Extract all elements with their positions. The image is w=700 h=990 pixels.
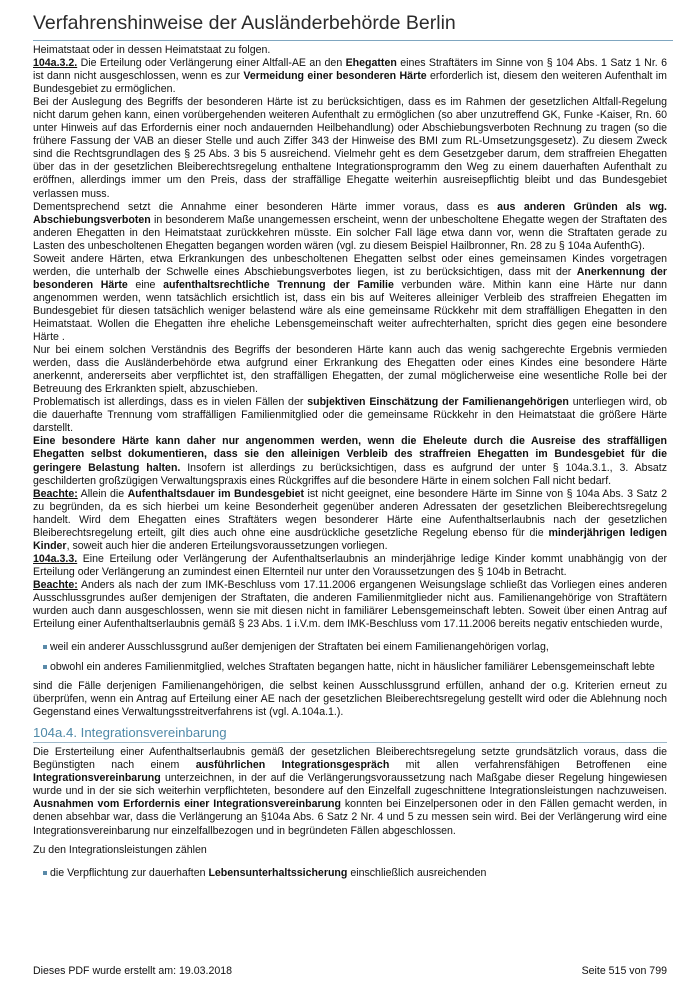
paragraph: Eine besondere Härte kann daher nur angenommen werden, wenn die Eheleute durch die Ausreise des straffälligen Ehegatten selbst dokumentieren, dass sie den alleinigen Verbleib des straffreien Ehegatten im Bundesgebiet für die geringere Belastung halten. Insofern ist allerdings zu berücksichtigen, dass es aufgrund der unter § 104a.3.1., 3. Absatz geschilderten großzügigen Verwaltungspraxis eines Rückgriffes auf die besondere Härte in einem solchen Fall nicht bedarf. (33, 435, 667, 487)
bullet-square-icon (43, 871, 47, 875)
creation-date: Dieses PDF wurde erstellt am: 19.03.2018 (33, 965, 233, 977)
paragraph: Soweit andere Härten, etwa Erkrankungen des unbescholtenen Ehegatten selbst oder eines gemeinsamen Kindes vorgetragen werden, die unterhalb der Schwelle eines Abschiebungsverbotes liegen, ist zu berücksichtigen, dass mit der Anerkennung der besonderen Härte eine aufenthaltsrechtliche Trennung der Familie verbunden wäre. Mithin kann eine Härte nur dann angenommen werden, wenn tatsächlich ersichtlich ist, dass ein bis auf Weiteres alleiniger Verbleib des straffreien Ehegatten im Bundesgebiet für diesen tatsächlich weniger belastend wäre als eine gemeinsame Rückkehr mit dem straffälligen Ehegatten in den Heimatstaat. Wollen die Ehegatten ihre eheliche Lebensgemeinschaft weiter aufrechterhalten, spricht dies gegen eine besondere Härte . (33, 252, 668, 344)
list-item: die Verpflichtung zur dauerhaften Lebensunterhaltssicherung einschließlich ausreichenden (33, 866, 667, 880)
bullet-list (33, 866, 667, 880)
document-body (33, 44, 667, 886)
paragraph: Bei der Auslegung des Begriffs der besonderen Härte ist zu berücksichtigen, dass es im Rahmen der gesetzlichen Altfall-Regelung nicht darum gehen kann, einen vorübergehenden weiteren Aufenthalt zu ermöglichen (so aber unzutreffend GK, Funke -Kaiser, Rn. 60 unter Hinweis auf das Erfordernis einer noch andauernden Heilbehandlung) oder Abschiebungsverboten Rechnung zu tragen (so die frühere Fassung der VAB an dieser Stelle und auch Ziffer 343 der Hinweise des BMI zum RL-Umsetzungsgesetz). Zu diesem Zweck sind die Rechtsgrundlagen des § 25 Abs. 3 bis 5 ausreichend. Vielmehr geht es dem Gesetzgeber darum, dem straffreien Ehegatten über das in der gesetzlichen Bleiberechtsregelung enthaltene Integrationsprogramm den Weg zu einem dauerhaften Aufenthalt zu eröffnen, allerdings immer um den Preis, dass der straffällige Ehegatte weiterhin ausreisepflichtig bleibt und das Bundesgebiet verlassen muss. (33, 96, 667, 200)
paragraph: Problematisch ist allerdings, dass es in vielen Fällen der subjektiven Einschätzung der Familienangehörigen unterliegen wird, ob die dauerhafte Trennung vom straffälligen Familienmitglied oder die gemeinsame Rückkehr in den Heimatstaat die größere Härte darstellt. (33, 396, 667, 435)
header-divider (33, 40, 673, 41)
note-label: Beachte: (33, 487, 78, 500)
bullet-square-icon (43, 645, 47, 649)
list-item: obwohl ein anderes Familienmitglied, welches Straftaten begangen hatte, nicht in häuslicher familiärer Lebensgemeinschaft lebte (33, 660, 667, 674)
section-number: 104a.3.3. (33, 552, 78, 565)
section-divider (33, 742, 667, 743)
section-104a-3-3: 104a.3.3. Eine Erteilung oder Verlängerung der Aufenthaltserlaubnis an minderjährige ledige Kinder kommt unabhängig von der Erteilung oder Verlängerung an zumindest einen Elternteil nur unter den Voraussetzungen des § 104b in Betracht. (33, 552, 667, 578)
bullet-square-icon (43, 665, 47, 669)
page-title: Verfahrenshinweise der Ausländerbehörde Berlin (33, 12, 456, 34)
paragraph: Die Ersterteilung einer Aufenthaltserlaubnis gemäß der gesetzlichen Bleiberechtsregelung setzte grundsätzlich voraus, dass die Begünstigten nach einem ausführlichen Integrationsgespräch mit allen verfahrensfähigen Betroffenen eine Integrationsvereinbarung unterzeichnen, in der auf die Verlängerungsvoraussetzung nach Maßgabe dieser Regelung hingewiesen wurde und in der sie sich weiterhin verpflichteten, besondere auf den Einzelfall zugeschnittene Integrationsleistungen nachzuweisen. Ausnahmen vom Erfordernis einer Integrationsvereinbarung konnten bei Einzelpersonen oder in den Fällen gemacht werden, in denen absehbar war, dass die Verlängerung an §104a Abs. 6 Satz 2 Nr. 4 und 5 zu messen sein wird. Bei der Verlängerung wird eine Integrationsvereinbarung nur einzelfallbezogen und in begründeten Fällen abgeschlossen. (33, 746, 668, 837)
section-heading: 104a.4. Integrationsvereinbarung (33, 725, 227, 741)
section-number: 104a.3.2. (33, 57, 78, 70)
paragraph: Heimatstaat oder in dessen Heimatstaat zu folgen. (33, 44, 271, 56)
paragraph: Dementsprechend setzt die Annahme einer besonderen Härte immer voraus, dass es aus anderen Gründen als wg. Abschiebungsverboten in besonderem Maße unangemessen erscheint, wenn der unbescholtene Ehegatte wegen der Straftaten des anderen Ehegatten in den Heimatstaat zurückkehren müsste. Ein solcher Fall läge etwa dann vor, wenn die Straftaten gerade zu Lasten des unbescholtenen Ehegatten begangen worden wären (vgl. zu diesem Beispiel Hailbronner, Rn. 28 zu § 104a AufenthG). (33, 200, 667, 252)
note-paragraph: Beachte: Allein die Aufenthaltsdauer im Bundesgebiet ist nicht geeignet, eine besondere Härte im Sinne von § 104a Abs. 3 Satz 2 zu begründen, da es sich hierbei um keine Besonderheit gegenüber anderen Adressaten der gesetzlichen Bleiberechtsregelung handelt. Wird dem Ehegatten eines Straftäters wegen besonderer Härte eine Aufenthaltserlaubnis nach der gesetzlichen Bleiberechtsregelung erteilt, gilt dies auch ohne eine ausdrückliche gesetzliche Regelung ebenso für die minderjährigen ledigen Kinder, soweit auch hier die anderen Erteilungsvoraussetzungen vorliegen. (33, 487, 667, 552)
note-label: Beachte: (33, 578, 78, 591)
list-item: weil ein anderer Ausschlussgrund außer demjenigen der Straftaten bei einem Familienangehörigen vorlag, (33, 640, 667, 654)
paragraph: sind die Fälle derjenigen Familienangehörigen, die selbst keinen Ausschlussgrund erfüllen, anhand der o.g. Kriterien erneut zu überprüfen, wenn ein Antrag auf Erteilung einer AE nach der gesetzlichen Bleiberechtsregelung gestellt wird oder die Ablehnung noch Gegenstand eines Verwaltungsstreitverfahrens ist (vgl. A.104a.1.). (33, 680, 667, 719)
section-104a-3-2: 104a.3.2. Die Erteilung oder Verlängerung einer Altfall-AE an den Ehegatten eines Straftäters im Sinne von § 104 Abs. 1 Satz 1 Nr. 6 ist dann nicht ausgeschlossen, wenn es zur Vermeidung einer besonderen Härte erforderlich ist, diesem den weiteren Aufenthalt im Bundesgebiet zu ermöglichen. (33, 57, 667, 96)
paragraph: Nur bei einem solchen Verständnis des Begriffs der besonderen Härte kann auch das wenig sachgerechte Ergebnis vermieden werden, dass die Ausländerbehörde etwa aufgrund einer Erkrankung des Ehegatten oder eines Kindes eine besondere Härte anerkennt, andererseits aber verpflichtet ist, den straffälligen Ehegatten, der zumal möglicherweise eine wesentliche Rolle bei der Betreuung des Erkrankten spielt, abzuschieben. (33, 344, 667, 396)
page-number: Seite 515 von 799 (581, 965, 667, 977)
paragraph: Zu den Integrationsleistungen zählen (33, 843, 207, 856)
note-paragraph: Beachte: Anders als nach der zum IMK-Beschluss vom 17.11.2006 ergangenen Weisungslage schließt das Vorliegen eines anderen Ausschlussgrundes außer demjenigen der Straftaten, die anderen Familienmitglieder nicht aus. Familienangehörige von Straftätern wurden auch dann ausgeschlossen, wenn sie mit diesen nicht in familiärer Lebensgemeinschaft lebten. Soweit über einen Antrag auf Erteilung einer Aufenthaltserlaubnis gemäß § 23 Abs. 1 i.V.m. dem IMK-Beschluss vom 17.11.2006 bereits negativ entschieden wurde, (33, 578, 667, 631)
page-header (33, 10, 673, 41)
bullet-list (33, 640, 667, 674)
